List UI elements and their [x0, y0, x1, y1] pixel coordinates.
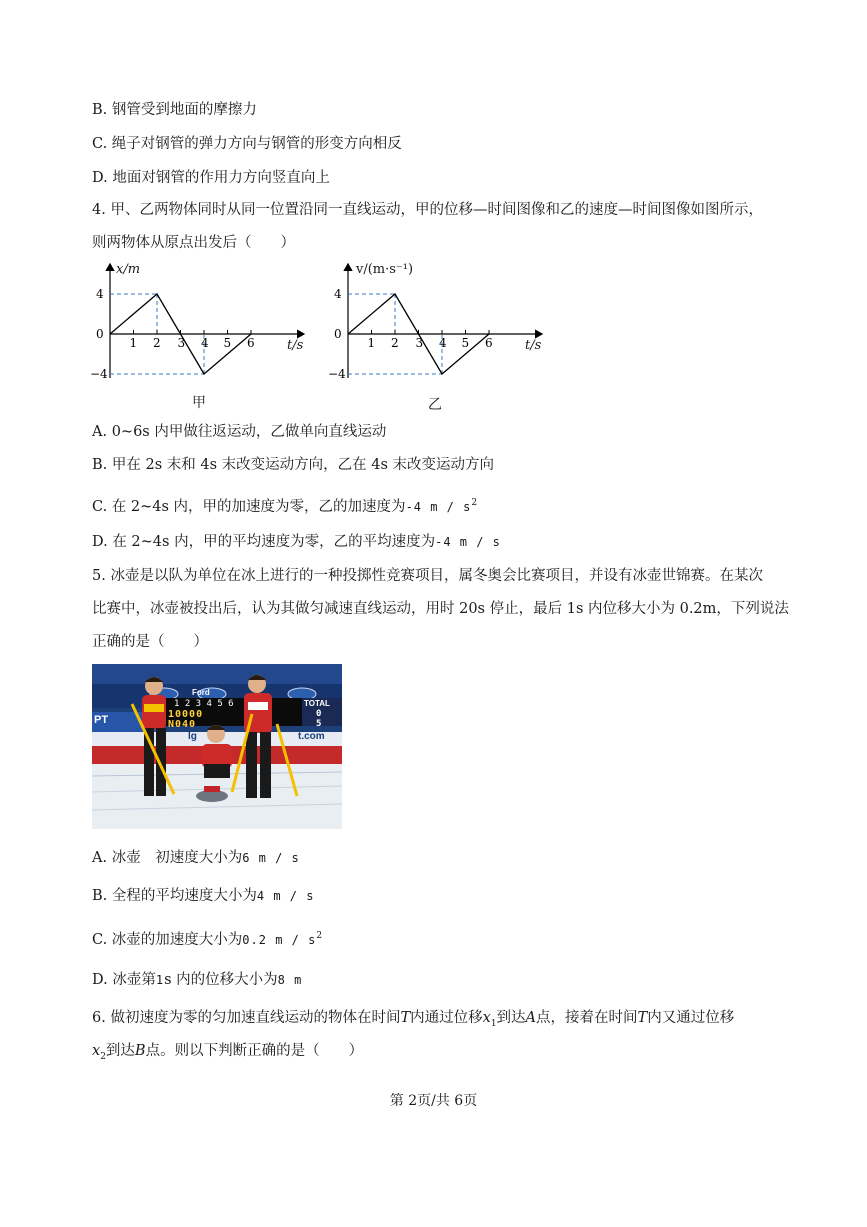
chart-yi	[330, 258, 560, 388]
q6-stem-line1	[92, 1008, 734, 1034]
chart-yi-xlabel: t/s	[525, 338, 542, 353]
q6-T2: T	[637, 1010, 648, 1026]
q5-option-d	[92, 970, 302, 990]
q6-sub1: 1	[490, 1018, 497, 1029]
y-tick-label: −4	[328, 367, 346, 381]
q5-option-d-mid: s 内的位移大小为	[164, 972, 278, 988]
q5-option-c	[92, 926, 322, 950]
q5-option-c-text: C. 冰壶的加速度大小为	[92, 931, 243, 948]
q5-option-d-text: D. 冰壶第	[92, 972, 156, 988]
q5-option-b	[92, 886, 314, 906]
y-tick-label: 4	[334, 287, 342, 301]
chart-jia-ylabel: x/m	[116, 262, 141, 277]
q6-A: A	[525, 1010, 537, 1026]
q5-option-d-num: 1	[155, 973, 165, 987]
q5-option-c-exp: 2	[316, 931, 323, 941]
q5-stem-line3: 正确的是（ ）	[92, 634, 208, 650]
q5-option-c-value: 0.2 m / s	[242, 932, 317, 947]
photo-scoreboard-cols: 1 2 3 4 5 6	[174, 699, 234, 709]
photo-scoreboard-row1: 10000	[168, 709, 204, 720]
q6-B: B	[134, 1043, 146, 1059]
page-footer: 第 2页/共 6页	[389, 1093, 478, 1109]
x-tick-label: 2	[391, 336, 399, 350]
x-tick-label: 1	[129, 336, 138, 350]
q5-option-a-value: 6 m / s	[242, 851, 300, 865]
q4-option-d-text: D. 在 2~4s 内，甲的平均速度为零，乙的平均速度为	[92, 534, 436, 550]
q6-text-g: 点。则以下判断正确的是（ ）	[145, 1043, 364, 1059]
chart-jia	[92, 258, 322, 388]
x-tick-label: 6	[485, 336, 493, 350]
q4-option-c-exp: 2	[471, 498, 478, 508]
photo-ad-left: PT	[94, 714, 109, 726]
q6-T: T	[400, 1010, 411, 1026]
x-tick-label: 6	[247, 336, 255, 350]
q6-text-d: 点，接着在时间	[536, 1010, 638, 1026]
q4-option-d	[92, 532, 501, 552]
x-tick-label: 4	[439, 336, 447, 350]
q4-option-c	[92, 493, 477, 517]
q6-text-f: 到达	[105, 1043, 135, 1059]
q6-text-c: 到达	[496, 1010, 526, 1026]
x-tick-label: 2	[153, 336, 161, 350]
y-tick-label: 0	[96, 327, 104, 341]
x-tick-label: 3	[415, 336, 424, 350]
q6-text-e: 内又通过位移	[647, 1010, 735, 1026]
q4-option-a: A. 0~6s 内甲做往返运动，乙做单向直线运动	[92, 424, 387, 440]
q4-option-b: B. 甲在 2s 末和 4s 末改变运动方向，乙在 4s 末改变运动方向	[92, 457, 495, 473]
x-tick-label: 4	[201, 336, 209, 350]
q5-option-a	[92, 848, 300, 868]
x-tick-label: 1	[367, 336, 376, 350]
q4-stem-line1: 4. 甲、乙两物体同时从同一位置沿同一直线运动，甲的位移—时间图像和乙的速度—时间图像如图所示，	[92, 202, 763, 218]
q3-option-d: D. 地面对钢管的作用力方向竖直向上	[92, 170, 330, 186]
q6-sub2: 2	[100, 1051, 106, 1062]
x-tick-label: 3	[177, 336, 186, 350]
photo-total-label: TOTAL	[304, 699, 330, 708]
photo-ad-text: lg	[188, 731, 197, 742]
q5-option-d-value: 8 m	[277, 973, 303, 987]
q3-option-c: C. 绳子对钢管的弹力方向与钢管的形变方向相反	[92, 136, 402, 152]
y-tick-label: 0	[334, 327, 342, 341]
q6-text-b: 内通过位移	[410, 1010, 483, 1026]
q5-stem-line2: 比赛中，冰壶被投出后，认为其做匀减速直线运动，用时 20s 停止，最后 1s 内位移大小为 0.2m，下列说法	[92, 601, 789, 617]
q5-option-b-text: B. 全程的平均速度大小为	[92, 888, 257, 904]
y-tick-label: 4	[96, 287, 104, 301]
chart-yi-caption: 乙	[428, 397, 442, 413]
chart-jia-caption: 甲	[192, 395, 206, 411]
x-tick-label: 5	[223, 336, 232, 350]
x-tick-label: 5	[461, 336, 470, 350]
photo-scoreboard-row2: N040	[168, 719, 197, 730]
chart-yi-ylabel: v/(m·s⁻¹)	[356, 262, 414, 277]
photo-ad-right: t.com	[298, 731, 325, 742]
q6-x2: x	[92, 1043, 101, 1059]
curling-photo	[92, 664, 342, 829]
q4-stem-line2: 则两物体从原点出发后（ ）	[92, 235, 295, 251]
photo-total-1: 0	[316, 709, 322, 719]
chart-jia-xlabel: t/s	[287, 338, 304, 353]
photo-brand: Ford	[192, 688, 210, 697]
q6-stem-line2	[92, 1041, 363, 1067]
q5-option-b-value: 4 m / s	[256, 889, 315, 903]
photo-total-2: 5	[316, 719, 322, 729]
q6-text-a: 6. 做初速度为零的匀加速直线运动的物体在时间	[92, 1010, 401, 1026]
q4-option-c-text: C. 在 2~4s 内，甲的加速度为零，乙的加速度为	[92, 498, 406, 515]
q4-option-c-value: -4 m / s	[405, 499, 472, 514]
q4-option-d-value: -4 m / s	[435, 535, 501, 549]
q6-x1: x	[482, 1010, 491, 1026]
q3-option-b: B. 钢管受到地面的摩擦力	[92, 102, 257, 118]
q5-option-a-text: A. 冰壶 初速度大小为	[92, 850, 243, 866]
q5-stem-line1: 5. 冰壶是以队为单位在冰上进行的一种投掷性竞赛项目，属冬奥会比赛项目，并设有冰壶世锦赛。在某次	[92, 568, 763, 584]
y-tick-label: −4	[90, 367, 108, 381]
